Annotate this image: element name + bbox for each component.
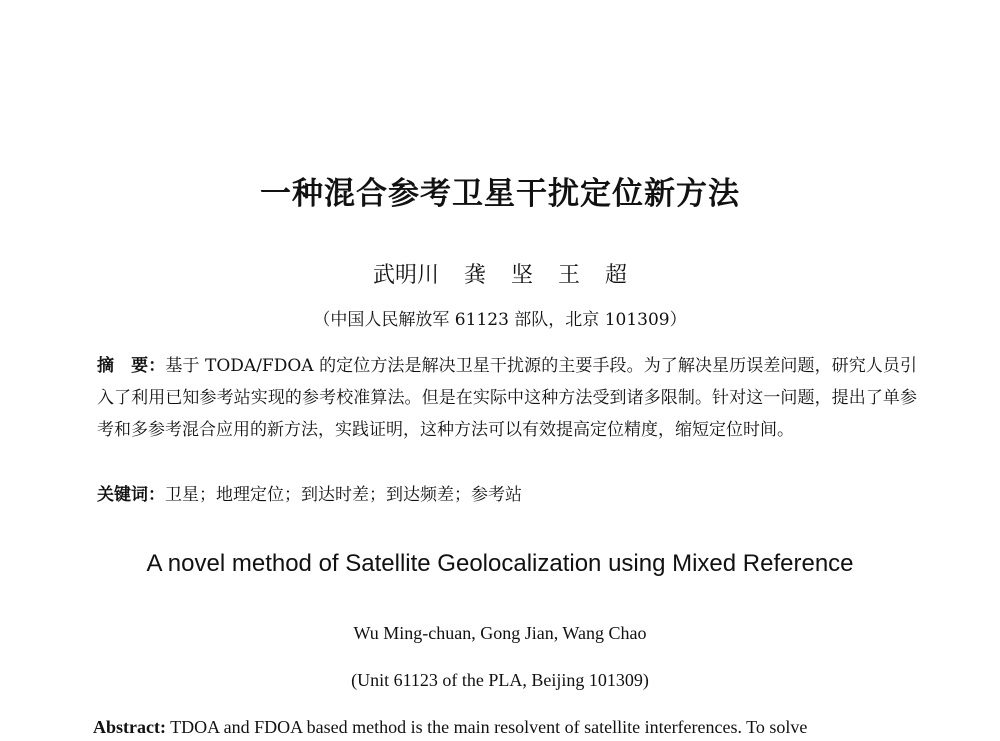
abstract-en (93, 713, 913, 741)
abstract-cn (97, 350, 917, 446)
keywords-cn-text: 卫星；地理定位；到达时差；到达频差；参考站 (165, 485, 522, 505)
keywords-cn-label: 关键词： (97, 485, 165, 505)
abstract-cn-text: 基于 TODA/FDOA 的定位方法是解决卫星干扰源的主要手段。为了解决星历误差问题，研究人员引入了利用已知参考站实现的参考校准算法。但是在实际中这种方法受到诸多限制。针对这一问题，提出了单参考和多参考混合应用的新方法，实践证明，这种方法可以有效提高定位精度，缩短定位时间。 (97, 356, 918, 440)
affiliation-en: (Unit 61123 of the PLA, Beijing 101309) (351, 670, 649, 690)
keywords-cn (97, 480, 917, 505)
authors-cn: 武明川 龚 坚 王 超 (373, 263, 627, 288)
affiliation-cn: （中国人民解放军 61123 部队，北京 101309） (313, 310, 687, 330)
abstract-cn-label: 摘 要： (97, 356, 166, 376)
abstract-en-text: TDOA and FDOA based method is the main resolvent of satellite interferences. To solve (165, 717, 808, 737)
paper-title-en: A novel method of Satellite Geolocalization using Mixed Reference (146, 550, 854, 577)
paper-title-cn: 一种混合参考卫星干扰定位新方法 (260, 176, 740, 212)
abstract-en-label: Abstract: (93, 717, 166, 737)
authors-en: Wu Ming-chuan, Gong Jian, Wang Chao (353, 623, 647, 643)
